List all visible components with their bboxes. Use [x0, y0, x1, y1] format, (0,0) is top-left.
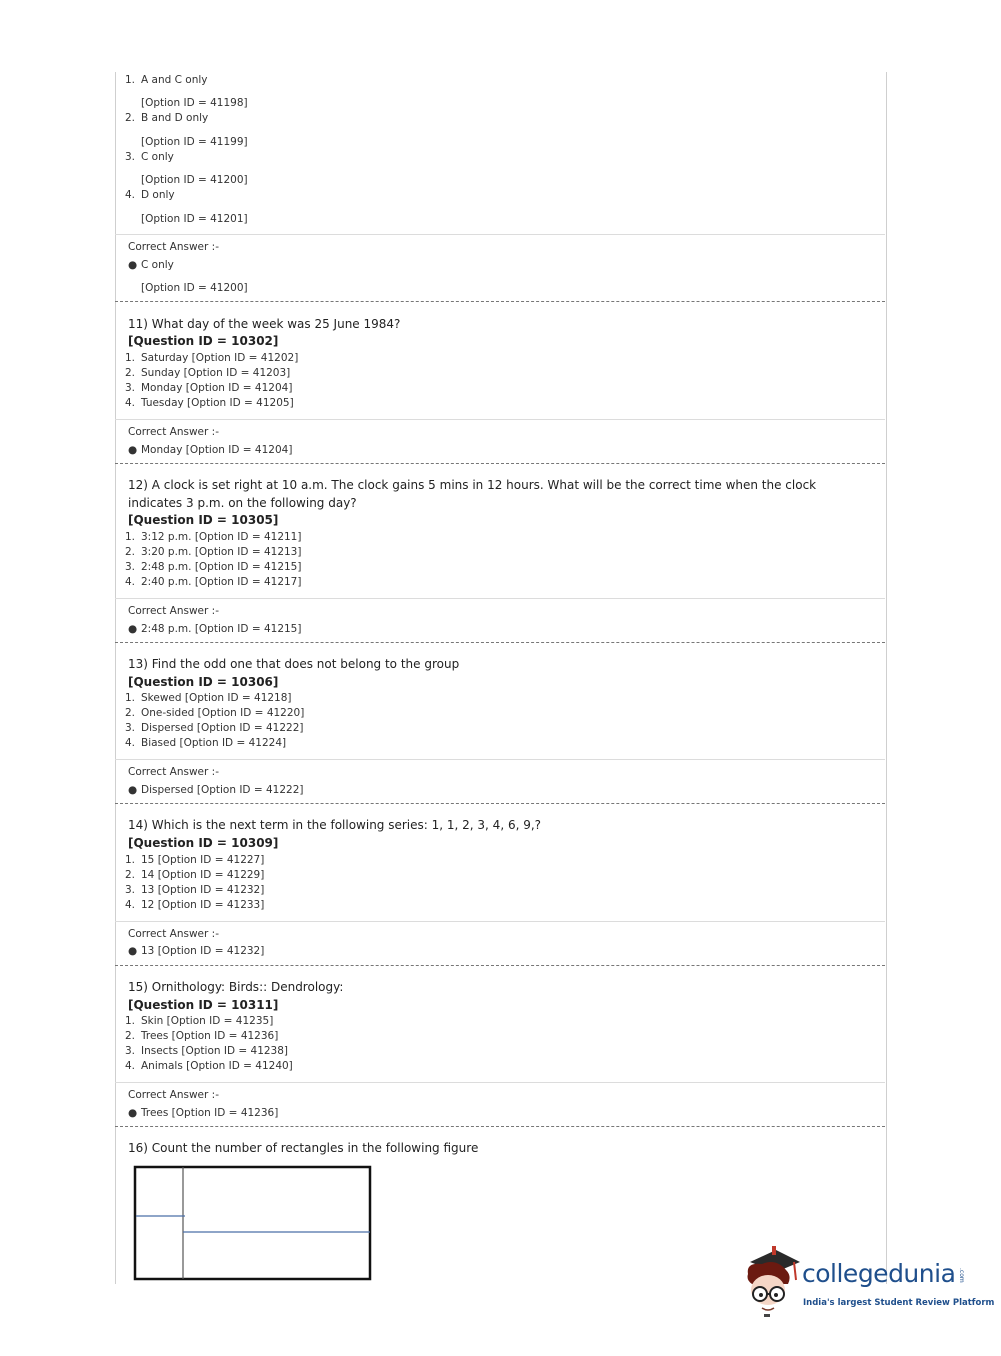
option-item: 3. C only [125, 151, 174, 163]
option-item: 1. Skin [Option ID = 41235] [125, 1015, 274, 1027]
option-item: 1. A and C only [125, 74, 208, 86]
correct-answer-id: [Option ID = 41200] [141, 282, 248, 294]
correct-answer-label: Correct Answer :- [128, 241, 219, 253]
option-item: 3. Insects [Option ID = 41238] [125, 1045, 289, 1057]
question-title: 15) Ornithology: Birds:: Dendrology: [128, 980, 344, 994]
brand-name: collegedunia [802, 1259, 956, 1288]
correct-answer-label: Correct Answer :- [128, 928, 219, 940]
question-divider [115, 1126, 885, 1127]
option-item: 1. Skewed [Option ID = 41218] [125, 692, 292, 704]
brand-suffix: .com [958, 1268, 965, 1283]
option-item: 3. 2:48 p.m. [Option ID = 41215] [125, 561, 302, 573]
question-id: [Question ID = 10311] [128, 998, 279, 1012]
option-id: [Option ID = 41200] [141, 174, 248, 186]
option-item: 2. Sunday [Option ID = 41203] [125, 367, 291, 379]
option-item: 4. Animals [Option ID = 41240] [125, 1060, 293, 1072]
option-item: 2. Trees [Option ID = 41236] [125, 1030, 279, 1042]
question-divider [115, 301, 885, 302]
option-item: 4. 12 [Option ID = 41233] [125, 899, 265, 911]
correct-answer-label: Correct Answer :- [128, 766, 219, 778]
divider [115, 234, 885, 235]
question-title: 13) Find the odd one that does not belong to the group [128, 657, 460, 671]
question-title: 16) Count the number of rectangles in the following figure [128, 1141, 479, 1155]
correct-answer-label: Correct Answer :- [128, 605, 219, 617]
correct-answer: ● C only [128, 259, 174, 271]
divider [115, 419, 885, 420]
question-id: [Question ID = 10302] [128, 334, 279, 348]
question-divider [115, 965, 885, 966]
option-item: 3. Dispersed [Option ID = 41222] [125, 722, 304, 734]
divider [115, 921, 885, 922]
option-item: 3. 13 [Option ID = 41232] [125, 884, 265, 896]
option-item: 2. 14 [Option ID = 41229] [125, 869, 265, 881]
divider [115, 598, 885, 599]
option-item: 4. Biased [Option ID = 41224] [125, 737, 287, 749]
option-item: 1. Saturday [Option ID = 41202] [125, 352, 299, 364]
option-item: 2. 3:20 p.m. [Option ID = 41213] [125, 546, 302, 558]
option-item: 4. Tuesday [Option ID = 41205] [125, 397, 294, 409]
correct-answer: ● Dispersed [Option ID = 41222] [128, 784, 304, 796]
rectangles-figure [133, 1165, 373, 1283]
question-title: 11) What day of the week was 25 June 1984? [128, 317, 401, 331]
divider [115, 1082, 885, 1083]
option-id: [Option ID = 41198] [141, 97, 248, 109]
correct-answer-label: Correct Answer :- [128, 426, 219, 438]
question-divider [115, 803, 885, 804]
question-divider [115, 642, 885, 643]
option-item: 4. D only [125, 189, 175, 201]
question-title: 14) Which is the next term in the following series: 1, 1, 2, 3, 4, 6, 9,? [128, 818, 542, 832]
option-item: 1. 3:12 p.m. [Option ID = 41211] [125, 531, 302, 543]
figure-outer-rect [135, 1167, 370, 1279]
option-item: 3. Monday [Option ID = 41204] [125, 382, 293, 394]
option-item: 4. 2:40 p.m. [Option ID = 41217] [125, 576, 302, 588]
correct-answer: ● 13 [Option ID = 41232] [128, 945, 265, 957]
option-item: 2. B and D only [125, 112, 209, 124]
question-divider [115, 463, 885, 464]
divider [115, 759, 885, 760]
correct-answer-label: Correct Answer :- [128, 1089, 219, 1101]
question-id: [Question ID = 10309] [128, 836, 279, 850]
question-title: 12) A clock is set right at 10 a.m. The clock gains 5 mins in 12 hours. What will be the correct time when the clock indicates 3 p.m. on the following day? [128, 478, 817, 510]
option-item: 2. One-sided [Option ID = 41220] [125, 707, 305, 719]
brand-tagline: India's largest Student Review Platform [803, 1298, 995, 1308]
option-id: [Option ID = 41199] [141, 136, 248, 148]
correct-answer: ● Monday [Option ID = 41204] [128, 444, 293, 456]
question-id: [Question ID = 10306] [128, 675, 279, 689]
correct-answer: ● Trees [Option ID = 41236] [128, 1107, 279, 1119]
mascot-icon [742, 1246, 802, 1321]
option-id: [Option ID = 41201] [141, 213, 248, 225]
collegedunia-logo [742, 1246, 995, 1321]
option-item: 1. 15 [Option ID = 41227] [125, 854, 265, 866]
correct-answer: ● 2:48 p.m. [Option ID = 41215] [128, 623, 302, 635]
question-id: [Question ID = 10305] [128, 513, 279, 527]
